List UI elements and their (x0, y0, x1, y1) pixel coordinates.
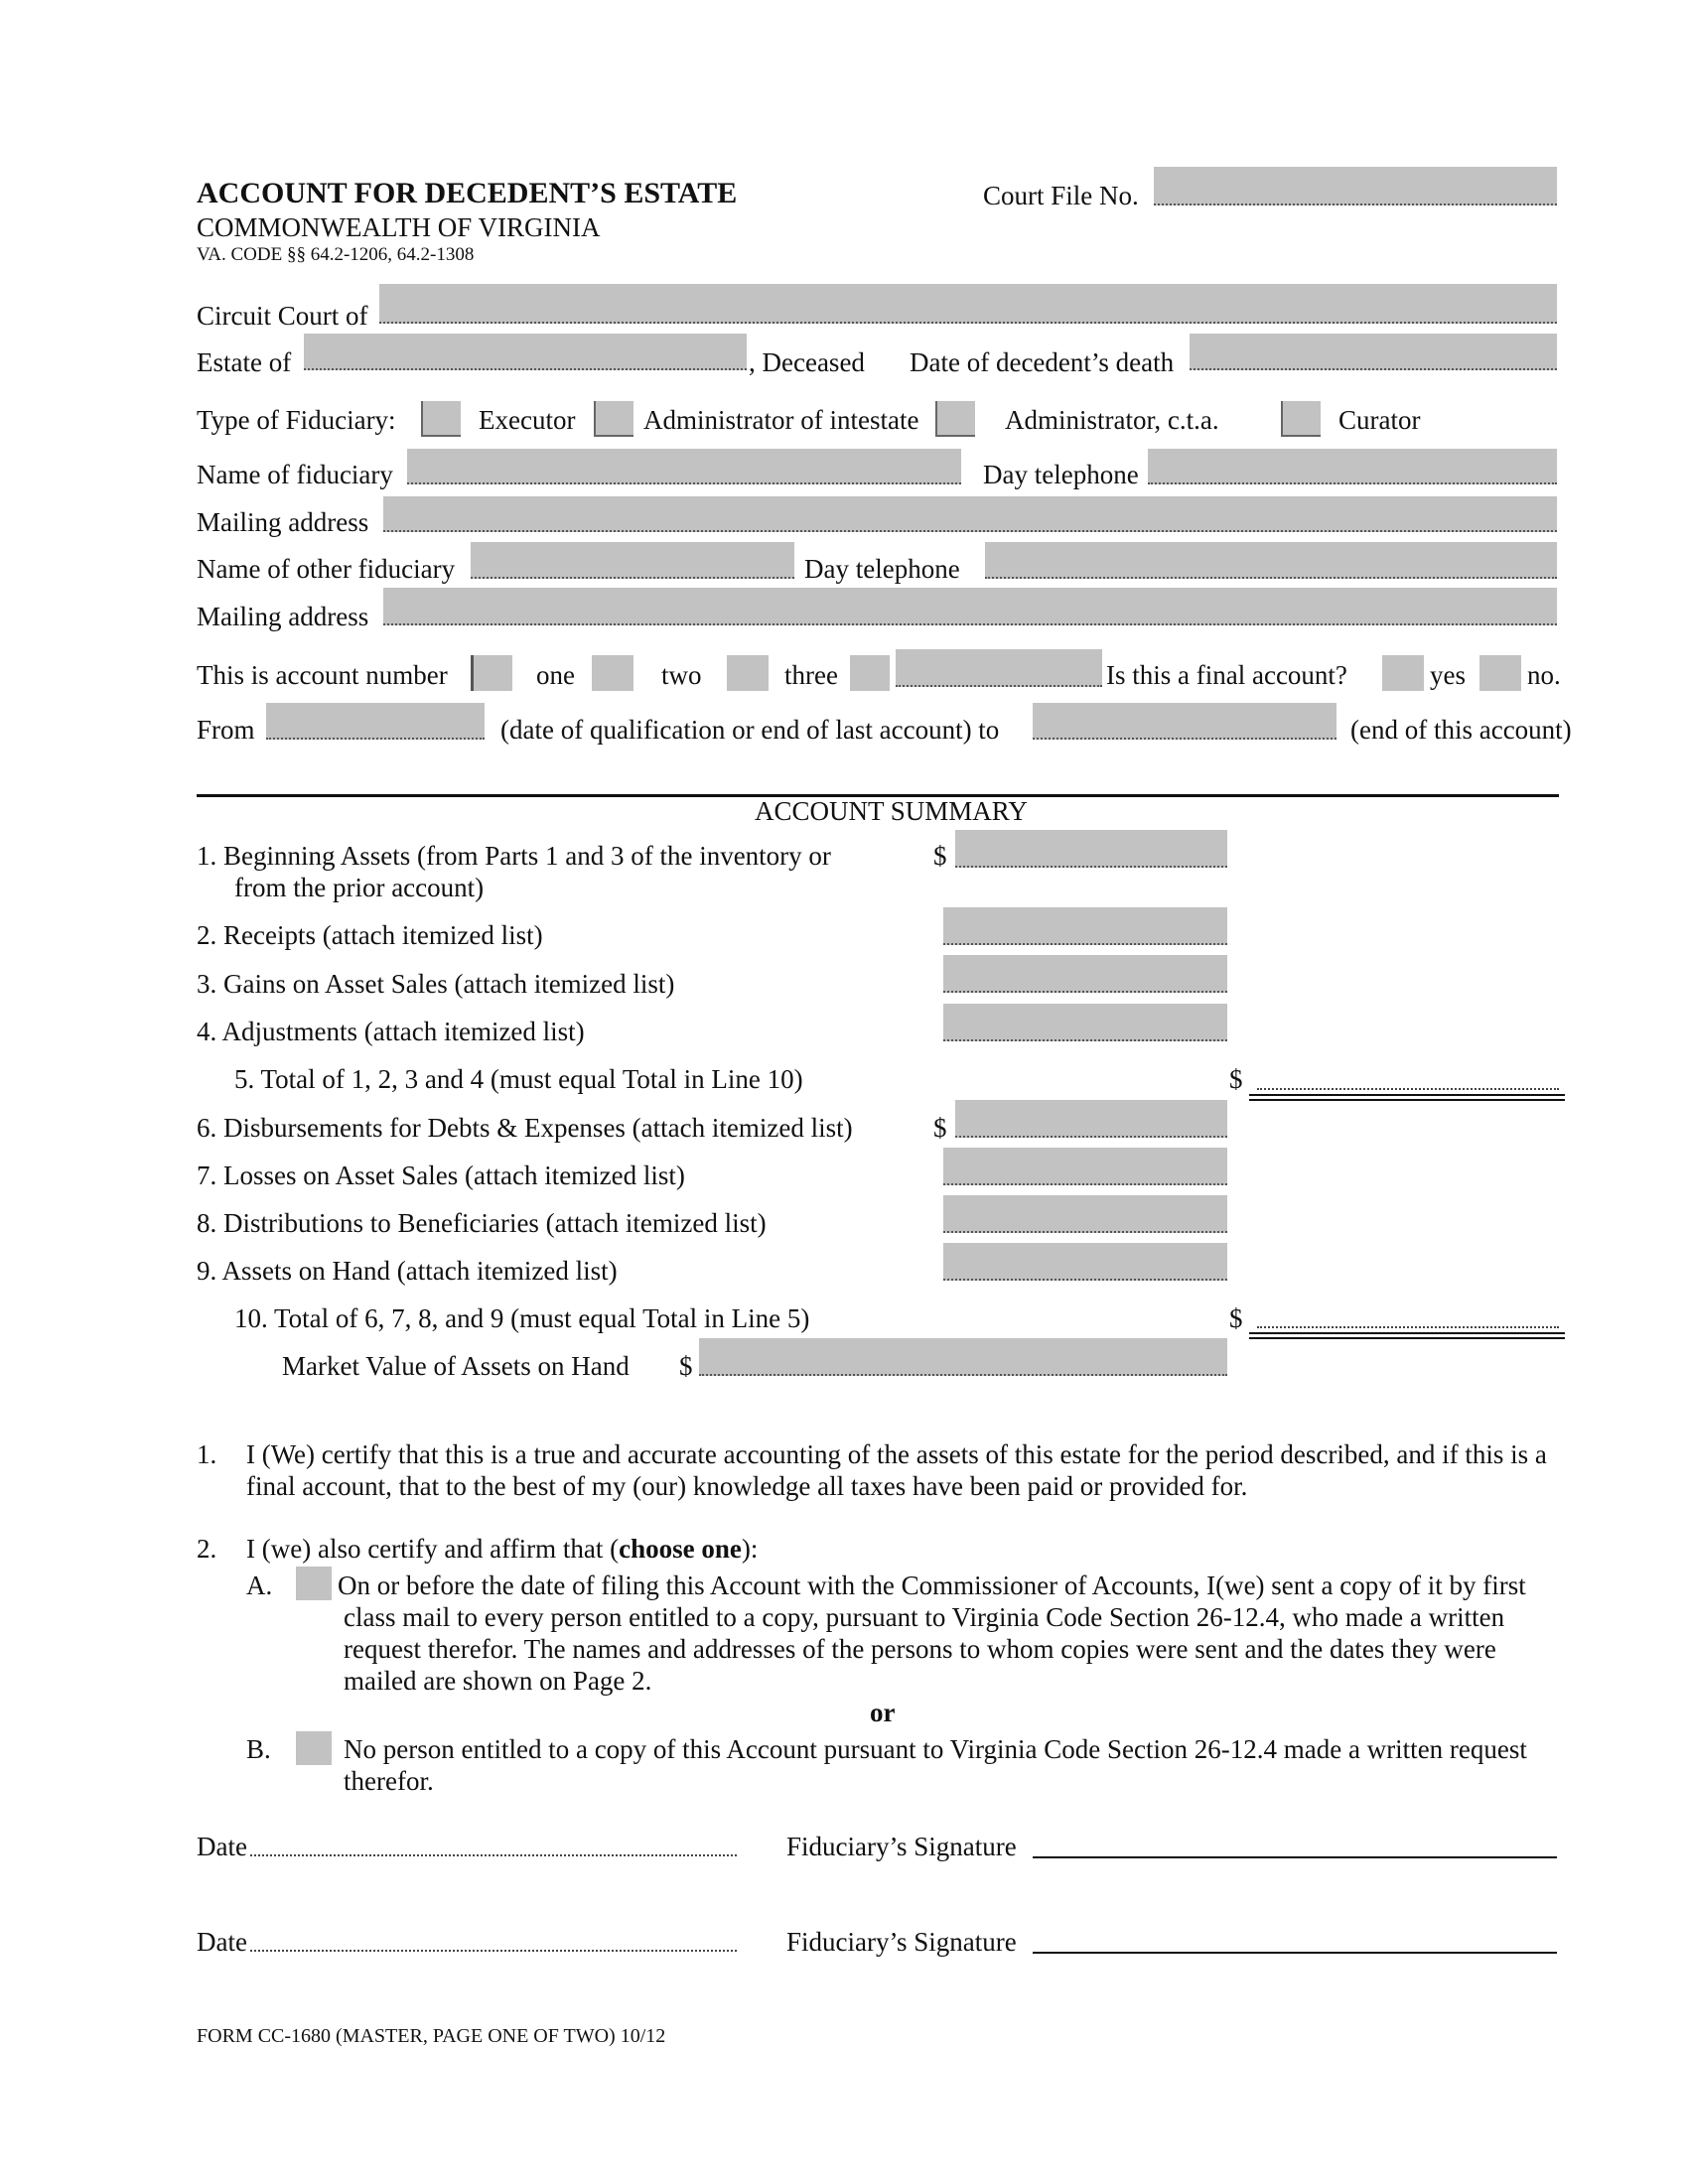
option-b-label: B. (246, 1734, 271, 1764)
from-label: From (197, 715, 255, 745)
executor-checkbox[interactable] (421, 401, 461, 437)
assets-on-hand-field[interactable] (943, 1243, 1227, 1281)
form-footer: FORM CC-1680 (MASTER, PAGE ONE OF TWO) 10/12 (197, 2025, 666, 2047)
date-field-2[interactable] (250, 1950, 737, 1952)
summary-line10-text: 10. Total of 6, 7, 8, and 9 (must equal Total in Line 5) (234, 1303, 810, 1333)
fiduciary-signature-line-2[interactable] (1033, 1952, 1557, 1954)
final-yes-checkbox[interactable] (1382, 655, 1424, 691)
mailing-address-field[interactable] (383, 496, 1557, 532)
cert2-choose-one: choose one (619, 1534, 742, 1564)
summary-line8-text: 8. Distributions to Beneficiaries (attach itemized list) (197, 1208, 767, 1238)
estate-name-field[interactable] (304, 334, 747, 370)
name-of-other-fiduciary-label: Name of other fiduciary (197, 554, 456, 584)
account-three-label: three (784, 660, 838, 690)
distributions-field[interactable] (943, 1195, 1227, 1233)
court-file-label: Court File No. (983, 181, 1139, 210)
date-of-death-label: Date of decedent’s death (910, 347, 1175, 377)
mailing-address-label: Mailing address (197, 507, 369, 537)
option-b-checkbox[interactable] (296, 1731, 332, 1765)
beginning-assets-field[interactable] (955, 830, 1227, 868)
executor-label: Executor (479, 405, 576, 435)
from-date-field[interactable] (266, 703, 485, 740)
option-b-line2: therefor. (344, 1766, 434, 1796)
account-one-label: one (536, 660, 575, 690)
option-a-line2: class mail to every person entitled to a copy, pursuant to Virginia Code Section 26-12.4, who made a written (344, 1602, 1505, 1632)
cert2-statement (246, 1533, 758, 1565)
court-file-field[interactable] (1154, 167, 1557, 205)
option-a-label: A. (246, 1570, 273, 1600)
date-of-death-field[interactable] (1190, 334, 1557, 370)
end-of-account-label: (end of this account) (1350, 715, 1572, 745)
summary-line5-text: 5. Total of 1, 2, 3 and 4 (must equal Total in Line 10) (234, 1064, 803, 1094)
cert2-number: 2. (197, 1534, 217, 1564)
administrator-intestate-checkbox[interactable] (594, 401, 633, 437)
account-other-number-field[interactable] (896, 649, 1102, 687)
cert1-line1: I (We) certify that this is a true and accurate accounting of the assets of this estate for the period described, and if this is a (246, 1439, 1547, 1469)
other-mailing-address-label: Mailing address (197, 602, 369, 631)
curator-label: Curator (1338, 405, 1421, 435)
name-of-fiduciary-label: Name of fiduciary (197, 460, 393, 489)
market-value-label: Market Value of Assets on Hand (282, 1351, 630, 1381)
other-day-telephone-label: Day telephone (804, 554, 960, 584)
market-value-dollar: $ (679, 1351, 693, 1381)
cert2-text-post: ): (741, 1534, 759, 1564)
summary-line6-text: 6. Disbursements for Debts & Expenses (attach itemized list) (197, 1113, 853, 1143)
summary-line2-text: 2. Receipts (attach itemized list) (197, 920, 543, 950)
summary-line10-dollar: $ (1229, 1303, 1243, 1333)
administrator-intestate-label: Administrator of intestate (643, 405, 919, 435)
form-title: ACCOUNT FOR DECEDENT’S ESTATE (197, 177, 738, 209)
summary-line4-text: 4. Adjustments (attach itemized list) (197, 1017, 585, 1046)
summary-line1-text-cont: from the prior account) (234, 873, 485, 902)
summary-line6-dollar: $ (933, 1113, 947, 1143)
summary-line7-text: 7. Losses on Asset Sales (attach itemized list) (197, 1160, 685, 1190)
gains-field[interactable] (943, 955, 1227, 993)
va-code: VA. CODE §§ 64.2-1206, 64.2-1308 (197, 244, 475, 265)
disbursements-field[interactable] (955, 1100, 1227, 1138)
total-line10-double-rule (1249, 1332, 1565, 1339)
circuit-court-label: Circuit Court of (197, 301, 368, 331)
account-one-checkbox[interactable] (471, 655, 512, 691)
date-qualification-label: (date of qualification or end of last account) to (500, 715, 1000, 745)
cert2-text-pre: I (we) also certify and affirm that ( (246, 1534, 620, 1564)
final-yes-label: yes (1430, 660, 1466, 690)
administrator-cta-checkbox[interactable] (935, 401, 975, 437)
fiduciary-signature-label-2: Fiduciary’s Signature (786, 1927, 1017, 1957)
summary-line3-text: 3. Gains on Asset Sales (attach itemized list) (197, 969, 675, 999)
final-no-label: no. (1527, 660, 1561, 690)
option-a-line1: On or before the date of filing this Account with the Commissioner of Accounts, I(we) sent a copy of it by first (338, 1570, 1526, 1600)
estate-of-label: Estate of (197, 347, 292, 377)
administrator-cta-label: Administrator, c.t.a. (1005, 405, 1219, 435)
total-line10-field[interactable] (1257, 1326, 1559, 1328)
adjustments-field[interactable] (943, 1004, 1227, 1041)
name-of-fiduciary-field[interactable] (407, 449, 961, 484)
cert1-number: 1. (197, 1439, 217, 1469)
date-field-1[interactable] (250, 1854, 737, 1856)
deceased-label: , Deceased (749, 347, 865, 377)
option-b-line1: No person entitled to a copy of this Account pursuant to Virginia Code Section 26-12.4 made a written request (344, 1734, 1527, 1764)
summary-line5-dollar: $ (1229, 1064, 1243, 1094)
date-label-1: Date (197, 1832, 247, 1861)
day-telephone-field[interactable] (1148, 449, 1557, 484)
account-summary-heading: ACCOUNT SUMMARY (755, 796, 1028, 826)
account-number-label: This is account number (197, 660, 448, 690)
or-separator: or (870, 1698, 896, 1727)
circuit-court-field[interactable] (379, 284, 1557, 324)
fiduciary-signature-label-1: Fiduciary’s Signature (786, 1832, 1017, 1861)
summary-line1-dollar: $ (933, 841, 947, 871)
fiduciary-signature-line-1[interactable] (1033, 1856, 1557, 1858)
total-line5-double-rule (1249, 1094, 1565, 1101)
summary-line1-text: 1. Beginning Assets (from Parts 1 and 3 of the inventory or (197, 841, 831, 871)
other-day-telephone-field[interactable] (985, 542, 1557, 579)
to-date-field[interactable] (1033, 703, 1336, 740)
market-value-field[interactable] (699, 1338, 1227, 1376)
account-three-checkbox[interactable] (727, 655, 769, 691)
form-subtitle: COMMONWEALTH OF VIRGINIA (197, 212, 601, 242)
losses-field[interactable] (943, 1148, 1227, 1185)
day-telephone-label: Day telephone (983, 460, 1139, 489)
cert1-line2: final account, that to the best of my (our) knowledge all taxes have been paid or provided for. (246, 1471, 1248, 1501)
other-mailing-address-field[interactable] (383, 588, 1557, 625)
option-a-checkbox[interactable] (296, 1567, 332, 1600)
account-two-label: two (661, 660, 702, 690)
name-of-other-fiduciary-field[interactable] (471, 542, 794, 579)
type-of-fiduciary-label: Type of Fiduciary: (197, 405, 396, 435)
final-no-checkbox[interactable] (1479, 655, 1521, 691)
option-a-line3: request therefor. The names and addresses of the persons to whom copies were sent and the dates they were (344, 1634, 1496, 1664)
summary-line9-text: 9. Assets on Hand (attach itemized list) (197, 1256, 618, 1286)
final-account-label: Is this a final account? (1106, 660, 1347, 690)
account-other-checkbox[interactable] (850, 655, 890, 691)
curator-checkbox[interactable] (1281, 401, 1321, 437)
account-two-checkbox[interactable] (592, 655, 633, 691)
receipts-field[interactable] (943, 907, 1227, 945)
date-label-2: Date (197, 1927, 247, 1957)
option-a-line4: mailed are shown on Page 2. (344, 1666, 652, 1696)
total-line5-field[interactable] (1257, 1088, 1559, 1090)
